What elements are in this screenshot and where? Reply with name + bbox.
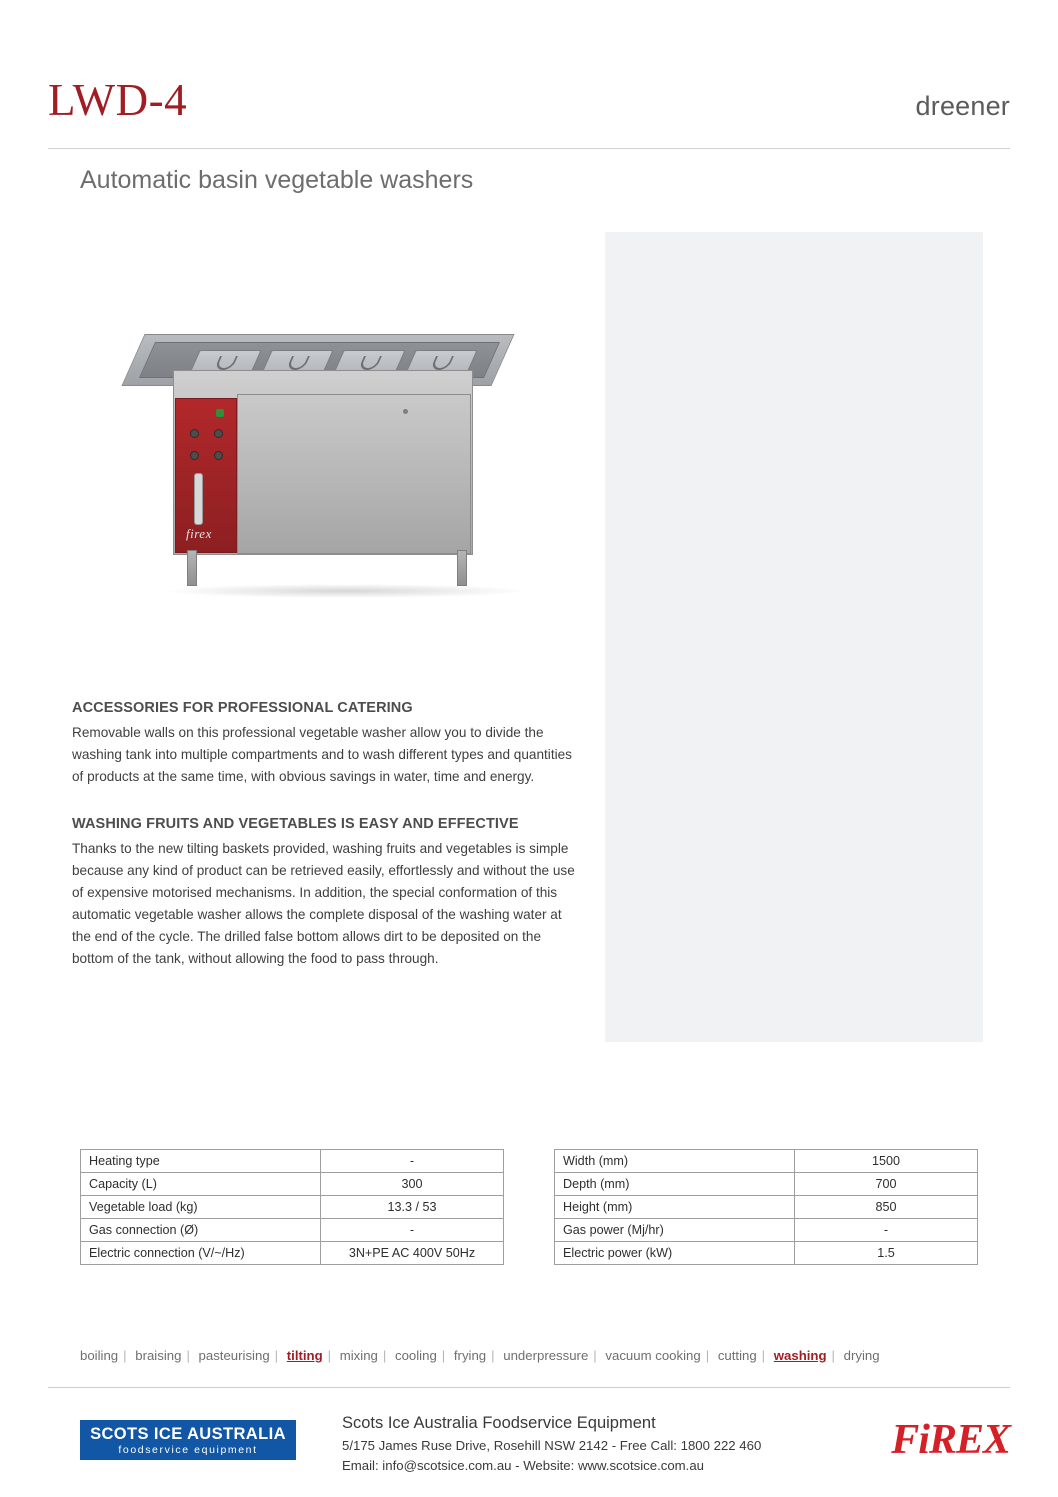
process-item-frying: frying — [453, 1348, 487, 1363]
spec-value: 300 — [321, 1173, 504, 1196]
spec-label: Gas power (Mj/hr) — [555, 1219, 795, 1242]
process-separator: | — [123, 1348, 127, 1363]
process-item-cooling: cooling — [394, 1348, 437, 1363]
table-row — [555, 1173, 978, 1196]
table-row — [81, 1242, 504, 1265]
description-section — [72, 700, 582, 998]
section-body-washing: Thanks to the new tilting baskets provided, washing fruits and vegetables is simple because any kind of product can be retrieved easily, effortlessly and without the use of expensive motorised mechanisms. In addition, the special conformation of this automatic vegetable washer allows the complete disposal of the washing water at the end of the cycle. The drilled false bottom allows dirt to be deposited on the bottom of the tank, without allowing the food to pass through. — [72, 841, 575, 967]
spec-table-right — [554, 1149, 978, 1265]
footer-contact-block — [342, 1412, 812, 1476]
spec-value: 700 — [795, 1173, 978, 1196]
spec-value: 3N+PE AC 400V 50Hz — [321, 1242, 504, 1265]
spec-value: - — [321, 1219, 504, 1242]
table-row — [81, 1196, 504, 1219]
basket-handle-icon — [358, 356, 382, 370]
control-knob-icon — [214, 451, 223, 460]
spec-label: Gas connection (Ø) — [81, 1219, 321, 1242]
spec-label: Depth (mm) — [555, 1173, 795, 1196]
image-placeholder-panel — [605, 232, 983, 1042]
spec-label: Vegetable load (kg) — [81, 1196, 321, 1219]
spec-value: 1500 — [795, 1150, 978, 1173]
section-heading-washing: WASHING FRUITS AND VEGETABLES IS EASY AND EFFECTIVE — [72, 816, 519, 833]
table-row — [81, 1150, 504, 1173]
page-footer — [48, 1406, 1010, 1478]
table-row — [555, 1150, 978, 1173]
table-row — [81, 1219, 504, 1242]
spec-value: - — [321, 1150, 504, 1173]
control-panel — [175, 398, 237, 553]
process-separator: | — [831, 1348, 835, 1363]
process-separator: | — [491, 1348, 495, 1363]
scots-ice-logo-line2: foodservice equipment — [118, 1443, 258, 1456]
spec-label: Electric power (kW) — [555, 1242, 795, 1265]
spec-value: 13.3 / 53 — [321, 1196, 504, 1219]
machine-leg — [457, 550, 467, 586]
footer-divider — [48, 1387, 1010, 1388]
table-row — [555, 1242, 978, 1265]
spec-label: Height (mm) — [555, 1196, 795, 1219]
basket-handle-icon — [286, 356, 310, 370]
process-item-braising: braising — [135, 1348, 182, 1363]
spec-value: 850 — [795, 1196, 978, 1219]
spec-value: 1.5 — [795, 1242, 978, 1265]
process-item-boiling: boiling — [80, 1348, 119, 1363]
product-image — [75, 232, 605, 652]
process-strip — [80, 1348, 980, 1363]
model-title: LWD-4 — [48, 75, 188, 125]
process-separator: | — [705, 1348, 710, 1363]
process-separator: | — [186, 1348, 190, 1363]
section-heading-accessories: ACCESSORIES FOR PROFESSIONAL CATERING — [72, 700, 413, 716]
table-row — [555, 1196, 978, 1219]
table-row — [555, 1219, 978, 1242]
process-separator: | — [382, 1348, 387, 1363]
process-item-pasteurising: pasteurising — [198, 1348, 270, 1363]
brand-word: dreener — [915, 91, 1010, 121]
process-item-underpressure: underpressure — [503, 1348, 589, 1363]
basket-handle-icon — [430, 356, 454, 370]
scots-ice-logo-line1: SCOTS ICE AUSTRALIA — [90, 1425, 286, 1443]
page-header — [48, 75, 1010, 125]
footer-address: 5/175 James Ruse Drive, Rosehill NSW 2142 - Free Call: 1800 222 460 — [342, 1437, 762, 1453]
firex-logo: FiREX — [891, 1417, 1010, 1463]
spec-value: - — [795, 1219, 978, 1242]
machine-door — [237, 394, 471, 554]
basket-handle-icon — [214, 356, 238, 370]
spec-label: Capacity (L) — [81, 1173, 321, 1196]
process-separator: | — [327, 1348, 332, 1363]
table-row — [81, 1173, 504, 1196]
machine-leg — [187, 550, 197, 586]
process-item-tilting: tilting — [286, 1348, 323, 1363]
spec-label: Heating type — [81, 1150, 321, 1173]
control-knob-icon — [190, 429, 199, 438]
drain-lever-icon — [194, 473, 203, 525]
product-brand-badge: firex — [186, 526, 212, 541]
process-item-washing: washing — [773, 1348, 827, 1363]
process-separator: | — [593, 1348, 597, 1363]
process-separator: | — [761, 1348, 766, 1363]
spec-label: Width (mm) — [555, 1150, 795, 1173]
process-item-vacuum-cooking: vacuum cooking — [605, 1348, 701, 1363]
scots-ice-logo — [80, 1420, 296, 1460]
control-knob-icon — [190, 451, 199, 460]
spec-table-left — [80, 1149, 504, 1265]
control-knob-icon — [214, 429, 223, 438]
door-latch-icon — [403, 409, 408, 414]
product-shadow — [165, 584, 525, 598]
process-item-cutting: cutting — [717, 1348, 757, 1363]
page-subtitle: Automatic basin vegetable washers — [80, 166, 474, 194]
power-led-icon — [216, 409, 224, 417]
spec-label: Electric connection (V/~/Hz) — [81, 1242, 321, 1265]
footer-company-name: Scots Ice Australia Foodservice Equipment — [342, 1414, 656, 1432]
process-item-drying: drying — [843, 1348, 880, 1363]
process-separator: | — [274, 1348, 279, 1363]
header-divider — [48, 148, 1010, 149]
section-body-accessories: Removable walls on this professional vegetable washer allow you to divide the washing tank into multiple compartments and to wash different types and quantities of products at the same time, with obvious savings in water, time and energy. — [72, 725, 572, 785]
process-item-mixing: mixing — [339, 1348, 378, 1363]
footer-contact: Email: info@scotsice.com.au - Website: www.scotsice.com.au — [342, 1457, 704, 1473]
product-illustration — [125, 292, 545, 602]
process-separator: | — [441, 1348, 446, 1363]
specifications — [80, 1149, 978, 1265]
